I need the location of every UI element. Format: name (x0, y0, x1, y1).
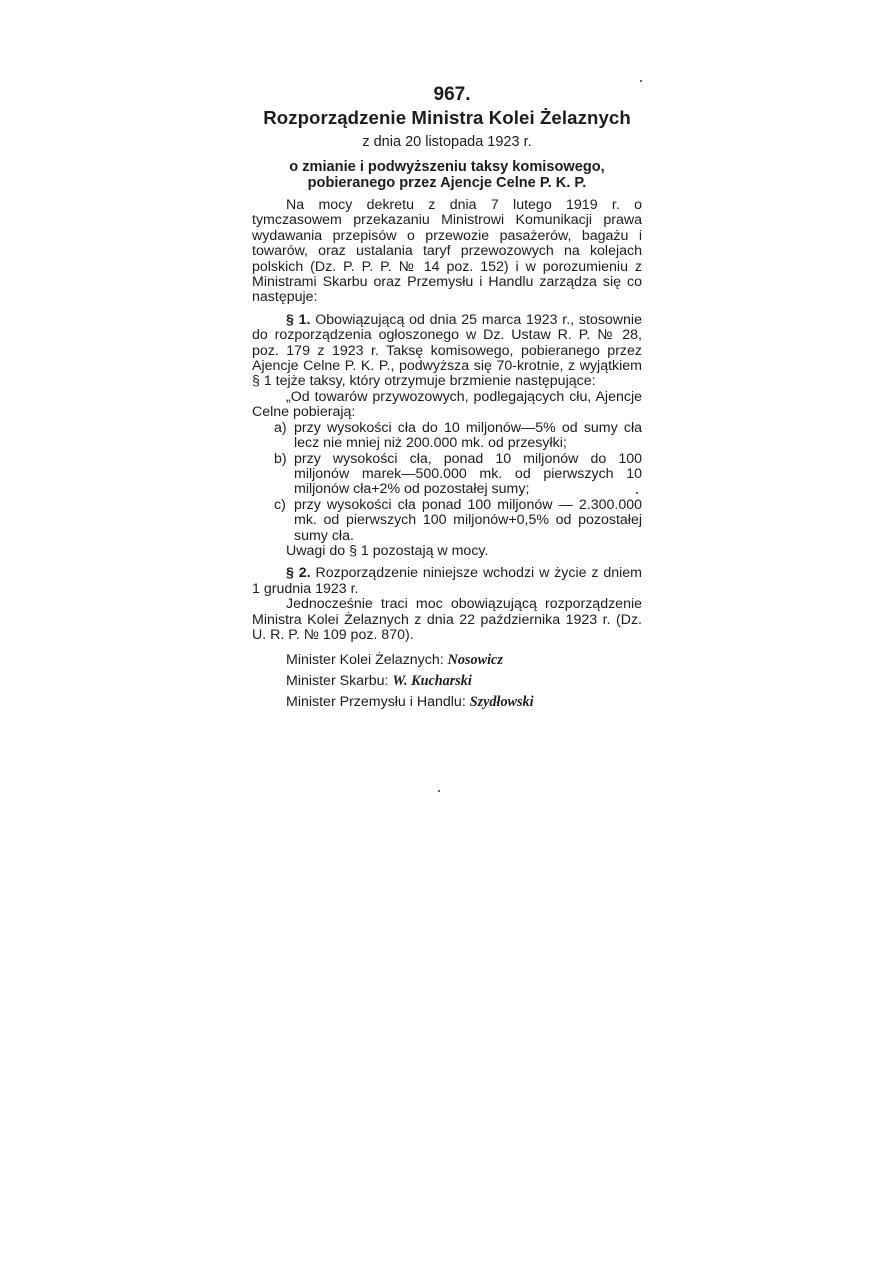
document-page (252, 84, 642, 713)
signature-role: Minister Kolei Żelaznych: (286, 652, 444, 669)
section-2-label: § 2. (286, 565, 311, 582)
section-1-text: Obowiązującą od dnia 25 marca 1923 r., stosownie do rozporządzenia ogłoszonego w Dz. Ustaw R. P. № 28, poz. 179 z 1923 r. Taksę komisowego, pobieranego przez Ajencje Celne P. K. P., podwyższa się 70-krotnie, z wyjątkiem § 1 tejże taksy, który otrzymuje brzmienie następujące: (252, 311, 642, 390)
list-item-marker: c) (274, 496, 286, 513)
list-item-text: przy wysokości cła do 10 miljonów—5% od sumy cła lecz nie mniej niż 200.000 mk. od przesyłki; (294, 419, 642, 452)
act-subject (252, 159, 642, 191)
print-speck (640, 80, 642, 82)
signature-line (286, 692, 642, 713)
signature-line (286, 671, 642, 692)
signatures-block (252, 650, 642, 713)
remarks-line: Uwagi do § 1 pozostają w mocy. (286, 542, 489, 559)
act-number: 967. (433, 84, 471, 105)
act-subject-line: pobieranego przez Ajencje Celne P. K. P. (307, 175, 587, 191)
section-2-paragraph (252, 566, 642, 597)
quote-intro: „Od towarów przywozowych, podlegających cłu, Ajencje Celne pobierają: (252, 388, 642, 421)
list-item (274, 452, 642, 498)
signature-name: Nosowicz (447, 652, 503, 669)
section-1-label: § 1. (286, 311, 311, 328)
act-title: Rozporządzenie Ministra Kolei Żelaznych (263, 107, 631, 128)
print-speck (438, 790, 440, 792)
print-speck (636, 492, 638, 494)
list-item-text: przy wysokości cła ponad 100 miljonów — 2.300.000 mk. od pierwszych 100 miljonów+0,5% od pozostałej sumy cła. (294, 496, 642, 544)
signature-role: Minister Przemysłu i Handlu: (286, 694, 466, 711)
preamble-paragraph: Na mocy dekretu z dnia 7 lutego 1919 r. o tymczasowem przekazaniu Ministrowi Komunikacji prawa wydawania przepisów o przewozie pasażerów, bagażu i towarów, oraz ustalania taryf przewozowych na kolejach polskich (Dz. P. P. P. № 14 poz. 152) i w porozumieniu z Ministrami Skarbu oraz Przemysłu i Handlu zarządza się co następuje: (252, 197, 642, 306)
list-item-marker: b) (274, 450, 287, 467)
signature-line (286, 650, 642, 671)
section-1-paragraph (252, 313, 642, 390)
list-item (274, 498, 642, 544)
signature-role: Minister Skarbu: (286, 673, 389, 690)
signature-name: W. Kucharski (392, 673, 472, 690)
signature-name: Szydłowski (469, 694, 534, 711)
act-subject-line: o zmianie i podwyższeniu taksy komisowego, (289, 159, 605, 175)
section-2-text: Rozporządzenie niniejsze wchodzi w życie z dniem 1 grudnia 1923 r. (252, 565, 642, 597)
repeal-paragraph: Jednocześnie traci moc obowiązującą rozporządzenie Ministra Kolei Żelaznych z dnia 22 października 1923 r. (Dz. U. R. P. № 109 poz. 870). (252, 596, 642, 643)
list-item-marker: a) (274, 419, 287, 436)
list-item (274, 421, 642, 452)
rate-list (274, 421, 642, 544)
act-date: z dnia 20 listopada 1923 r. (362, 134, 532, 150)
list-item-text: przy wysokości cła, ponad 10 miljonów do 100 miljonów marek—500.000 mk. od pierwszych 10 miljonów cła+2% od pozostałej sumy; (294, 450, 642, 498)
